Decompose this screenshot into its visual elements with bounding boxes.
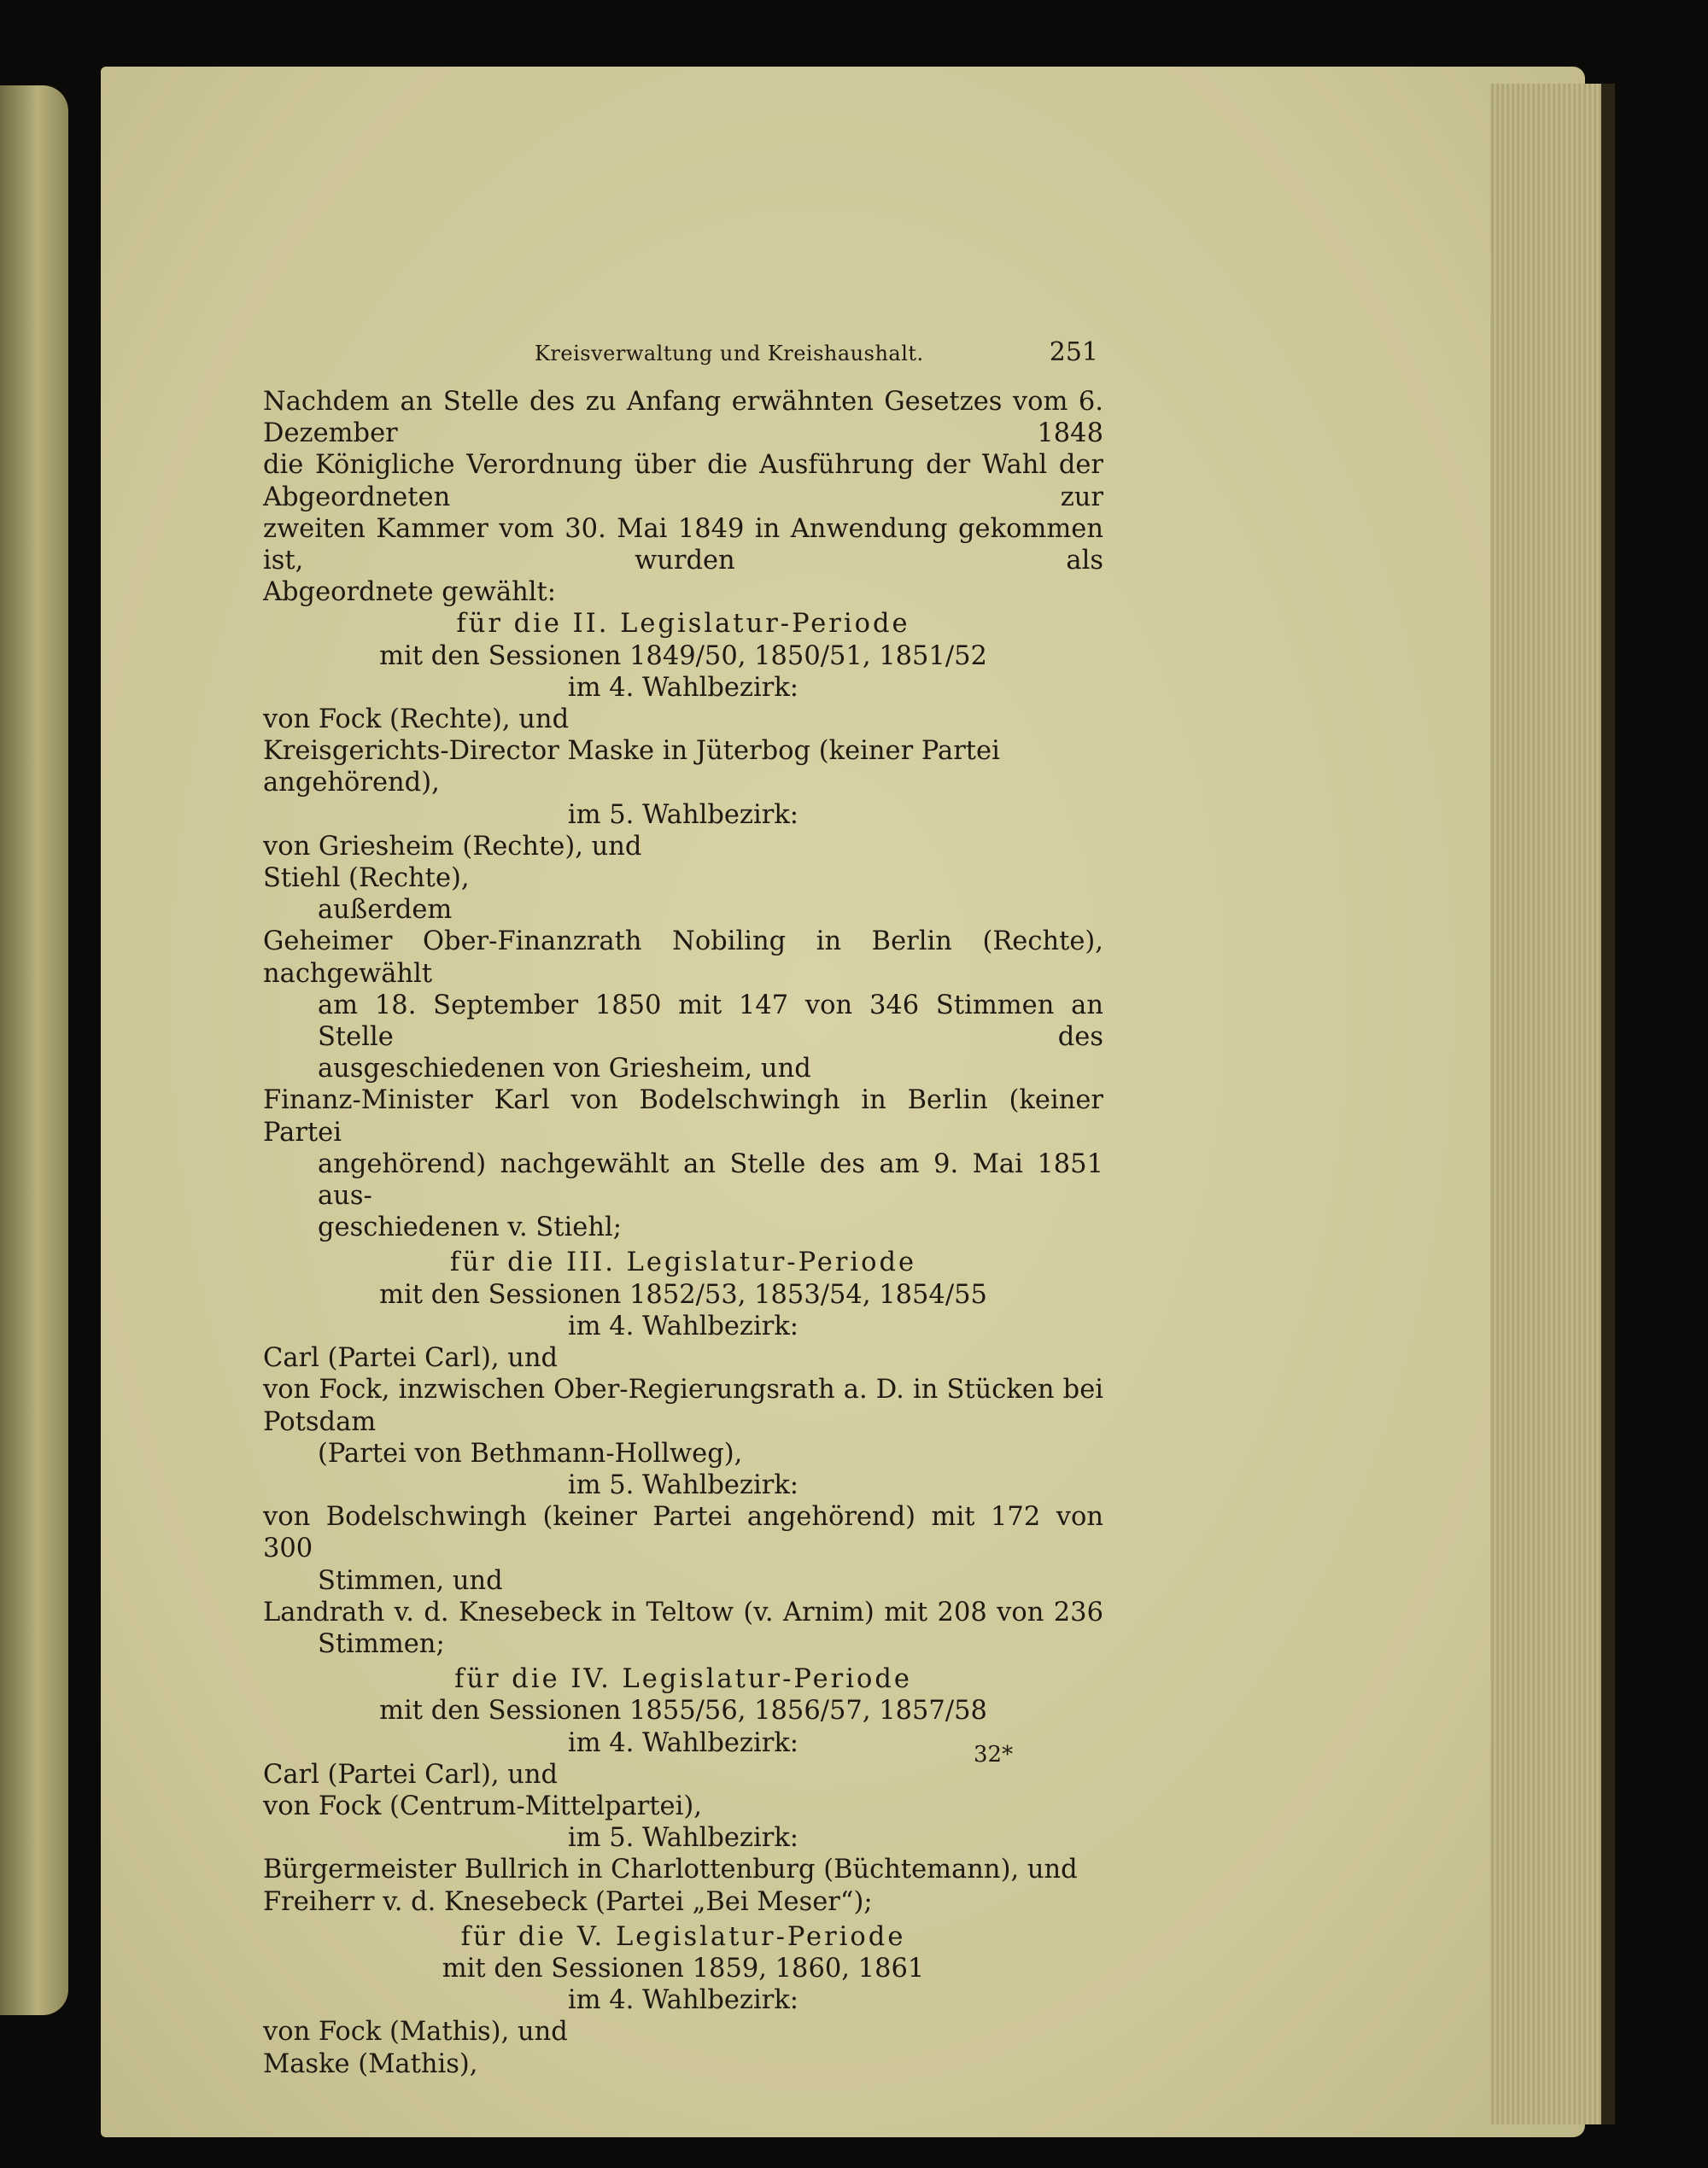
deputy-entry-continued: Stimmen, und xyxy=(318,1565,503,1596)
period-sessions: mit den Sessionen 1859, 1860, 1861 xyxy=(442,1953,925,1984)
district-heading: im 4. Wahlbezirk: xyxy=(567,1985,799,2016)
page-block-edges xyxy=(1490,84,1615,2124)
district-heading: im 4. Wahlbezirk: xyxy=(567,1311,799,1341)
deputy-entry-continued: am 18. September 1850 mit 147 von 346 Stimmen an Stelle des xyxy=(318,990,1103,1053)
period-section-3 xyxy=(263,1247,1103,1660)
deputy-entry: von Griesheim (Rechte), und xyxy=(263,831,642,862)
deputy-entry-continued: ausgeschiedenen von Griesheim, und xyxy=(318,1054,811,1084)
intro-line: zweiten Kammer vom 30. Mai 1849 in Anwendung gekommen ist, wurden als xyxy=(263,513,1103,576)
period-heading: für die V. Legislatur-Periode xyxy=(460,1921,906,1952)
period-heading: für die IV. Legislatur-Periode xyxy=(454,1664,912,1695)
period-heading: für die III. Legislatur-Periode xyxy=(449,1248,917,1278)
deputy-entry-continued: angehörend) nachgewählt an Stelle des am 9. Mai 1851 aus- xyxy=(318,1148,1103,1212)
facing-page-edge xyxy=(0,85,68,2015)
deputy-entry: Carl (Partei Carl), und xyxy=(263,1759,559,1790)
deputy-entry: Stiehl (Rechte), xyxy=(263,863,470,894)
deputy-entry: Maske (Mathis), xyxy=(263,2048,478,2079)
deputy-entry: von Fock (Rechte), und xyxy=(263,704,570,735)
period-sessions: mit den Sessionen 1855/56, 1856/57, 1857/58 xyxy=(379,1696,987,1727)
period-section-2 xyxy=(263,608,1103,1243)
district-heading: im 4. Wahlbezirk: xyxy=(567,1727,799,1758)
deputy-entry: Landrath v. d. Knesebeck in Teltow (v. Arnim) mit 208 von 236 xyxy=(263,1597,1103,1627)
period-sessions: mit den Sessionen 1849/50, 1850/51, 1851/52 xyxy=(379,640,987,671)
page-body xyxy=(263,386,1103,2080)
deputy-entry-continued: geschiedenen v. Stiehl; xyxy=(318,1213,622,1243)
district-heading: im 5. Wahlbezirk: xyxy=(567,799,799,830)
intro-line: die Königliche Verordnung über die Ausführung der Wahl der Abgeordneten zur xyxy=(263,450,1103,512)
additionally-label: außerdem xyxy=(318,895,453,926)
deputy-entry: Bürgermeister Bullrich in Charlottenburg (Büchtemann), und xyxy=(263,1855,1078,1885)
deputy-entry: Geheimer Ober-Finanzrath Nobiling in Berlin (Rechte), nachgewählt xyxy=(263,926,1103,989)
deputy-entry: Finanz-Minister Karl von Bodelschwingh in Berlin (keiner Partei xyxy=(263,1085,1103,1148)
deputy-entry-continued: (Partei von Bethmann-Hollweg), xyxy=(318,1438,743,1469)
deputy-entry-continued: Stimmen; xyxy=(318,1628,445,1659)
intro-line: Abgeordnete gewählt: xyxy=(263,577,557,608)
period-section-5 xyxy=(263,1921,1103,2080)
page-number: 251 xyxy=(1049,337,1098,367)
running-title: Kreisverwaltung und Kreishaushalt. xyxy=(535,342,924,365)
intro-paragraph xyxy=(263,386,1103,608)
period-heading: für die II. Legislatur-Periode xyxy=(456,609,910,640)
district-heading: im 4. Wahlbezirk: xyxy=(567,672,799,703)
signature-mark: 32* xyxy=(974,1742,1014,1768)
deputy-entry: Kreisgerichts-Director Maske in Jüterbog (keiner Partei angehörend), xyxy=(263,736,1000,798)
district-heading: im 5. Wahlbezirk: xyxy=(567,1823,799,1854)
deputy-entry: von Fock (Centrum-Mittelpartei), xyxy=(263,1791,702,1821)
period-section-4 xyxy=(263,1663,1103,1918)
deputy-entry: von Bodelschwingh (keiner Partei angehörend) mit 172 von 300 xyxy=(263,1502,1103,1564)
district-heading: im 5. Wahlbezirk: xyxy=(567,1470,799,1500)
period-sessions: mit den Sessionen 1852/53, 1853/54, 1854/55 xyxy=(379,1279,987,1310)
intro-line: Nachdem an Stelle des zu Anfang erwähnten Gesetzes vom 6. Dezember 1848 xyxy=(263,387,1103,449)
deputy-entry: von Fock, inzwischen Ober-Regierungsrath a. D. in Stücken bei Potsdam xyxy=(263,1375,1103,1437)
deputy-entry: Freiherr v. d. Knesebeck (Partei „Bei Meser“); xyxy=(263,1886,873,1917)
deputy-entry: von Fock (Mathis), und xyxy=(263,2017,568,2048)
page-header xyxy=(535,337,1098,367)
deputy-entry: Carl (Partei Carl), und xyxy=(263,1343,559,1374)
